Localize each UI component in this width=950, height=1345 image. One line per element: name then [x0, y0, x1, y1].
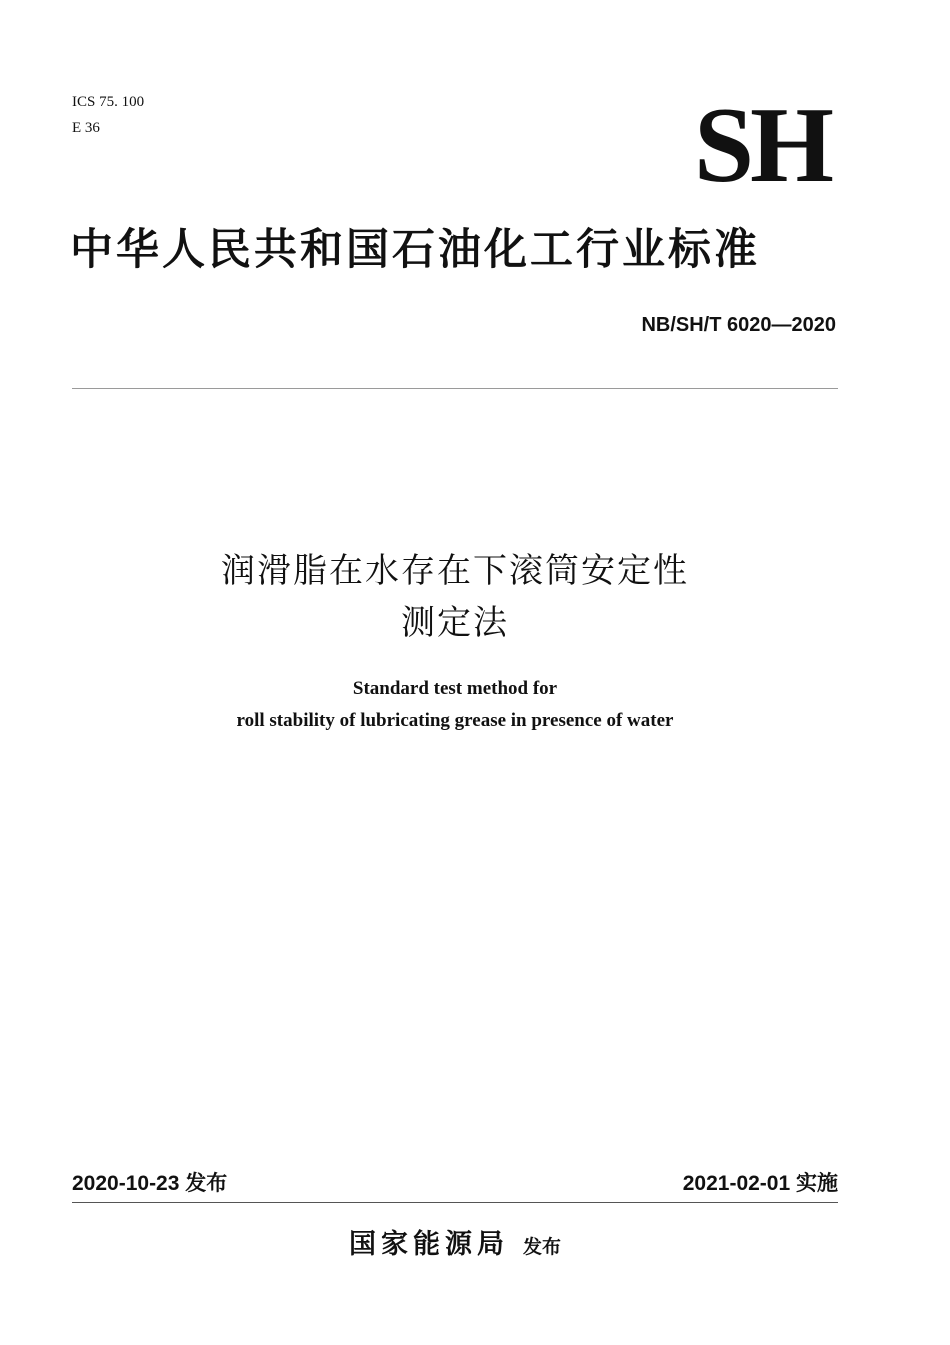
implementation-date: 2021-02-01 实施: [682, 1172, 838, 1195]
standard-number: NB/SH/T 6020—2020: [641, 314, 836, 336]
top-divider: [72, 388, 838, 389]
publisher-organization: 国家能源局: [348, 1229, 509, 1260]
ics-code: ICS 75. 100: [72, 94, 145, 110]
document-title-cn-line1: 润滑脂在水存在下滚筒安定性: [221, 551, 689, 591]
standard-category-title: 中华人民共和国石油化工行业标准: [70, 225, 760, 275]
publisher-action: 发布: [522, 1236, 561, 1258]
publisher: [0, 1222, 910, 1261]
ccs-code: E 36: [72, 120, 100, 136]
document-title-en-line1: Standard test method for: [352, 678, 558, 699]
document-title-cn-line2: 测定法: [401, 603, 509, 643]
issue-date: 2020-10-23 发布: [72, 1172, 228, 1195]
document-title-en-line2: roll stability of lubricating grease in presence of water: [236, 710, 674, 731]
bottom-divider: [72, 1202, 838, 1203]
sh-logo: SH: [693, 86, 831, 205]
